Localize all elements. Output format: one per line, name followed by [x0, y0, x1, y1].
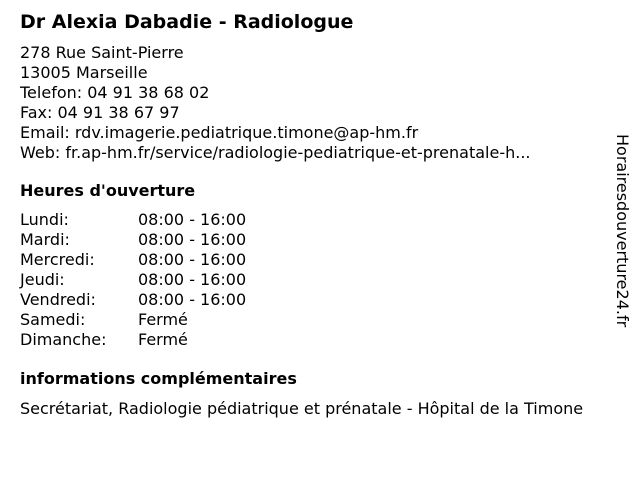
day-hours: 08:00 - 16:00	[138, 270, 247, 289]
day-hours: Fermé	[138, 310, 188, 329]
business-card	[20, 10, 620, 419]
hours-row-wednesday	[20, 250, 620, 270]
hours-row-saturday	[20, 310, 620, 330]
page-title: Dr Alexia Dabadie - Radiologue	[20, 11, 354, 33]
opening-hours-heading: Heures d'ouverture	[20, 181, 196, 200]
address-street: 278 Rue Saint-Pierre	[20, 43, 184, 62]
site-brand-label: Horairesdouverture24.fr	[613, 134, 632, 328]
day-label: Lundi:	[20, 210, 69, 229]
email-address: Email: rdv.imagerie.pediatrique.timone@ap-hm.fr	[20, 123, 419, 142]
fax-number: Fax: 04 91 38 67 97	[20, 103, 180, 122]
contact-block	[20, 43, 620, 163]
additional-info-heading: informations complémentaires	[20, 369, 297, 388]
day-label: Samedi:	[20, 310, 86, 329]
day-hours: 08:00 - 16:00	[138, 290, 247, 309]
day-label: Mardi:	[20, 230, 70, 249]
hours-row-monday	[20, 210, 620, 230]
day-hours: 08:00 - 16:00	[138, 210, 247, 229]
additional-info-text: Secrétariat, Radiologie pédiatrique et prénatale - Hôpital de la Timone	[20, 399, 584, 418]
day-hours: 08:00 - 16:00	[138, 250, 247, 269]
hours-row-thursday	[20, 270, 620, 290]
hours-row-sunday	[20, 330, 620, 350]
day-label: Jeudi:	[20, 270, 65, 289]
hours-row-tuesday	[20, 230, 620, 250]
address-city: 13005 Marseille	[20, 63, 148, 82]
day-hours: Fermé	[138, 330, 188, 349]
day-hours: 08:00 - 16:00	[138, 230, 247, 249]
day-label: Dimanche:	[20, 330, 107, 349]
hours-row-friday	[20, 290, 620, 310]
day-label: Mercredi:	[20, 250, 95, 269]
website-url: Web: fr.ap-hm.fr/service/radiologie-pediatrique-et-prenatale-h...	[20, 143, 531, 162]
opening-hours-list	[20, 210, 620, 350]
day-label: Vendredi:	[20, 290, 96, 309]
phone-number: Telefon: 04 91 38 68 02	[20, 83, 210, 102]
